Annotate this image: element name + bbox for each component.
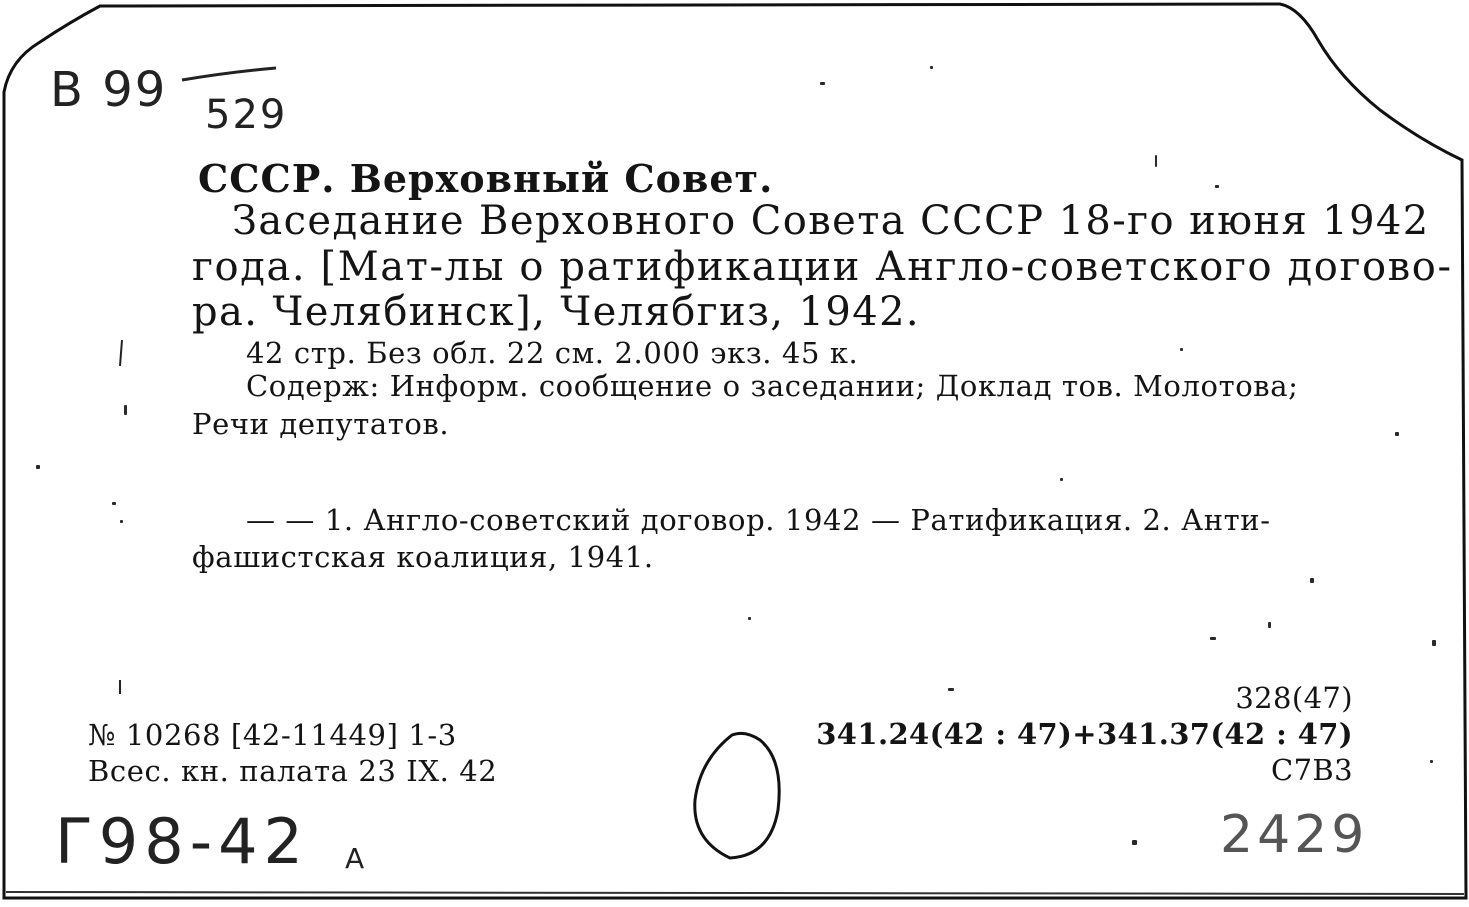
scan-speck [1215,185,1219,188]
scan-speck [1432,640,1436,646]
registration-line: № 10268 [42-11449] 1-3 [88,718,457,752]
scan-speck [1268,622,1271,628]
scan-speck [1430,760,1433,763]
registration-line: Всес. кн. палата 23 IX. 42 [88,754,498,788]
contents-line: Речи депутатов. [192,407,450,441]
classification-line: С7В3 [1270,753,1353,787]
inventory-handwritten: Г98-42 [55,805,309,878]
title-line: года. [Мат-лы о ратификации Англо-советского догово- [192,244,1453,290]
collation-line: 42 стр. Без обл. 22 см. 2.000 экз. 45 к. [246,336,859,370]
classification-line: 328(47) [1235,681,1353,715]
scan-speck [1155,155,1157,167]
subject-line: фашистская коалиция, 1941. [192,540,654,574]
scan-speck [1132,840,1137,845]
scan-speck [36,465,40,469]
contents-line: Содерж: Информ. сообщение о заседании; Доклад тов. Молотова; [246,369,1299,403]
scan-speck [748,617,751,620]
title-line: Заседание Верховного Совета СССР 18-го июня 1942 [232,198,1430,244]
shelf-mark-handwritten: B 99 [50,62,168,118]
scan-speck [112,502,116,505]
classification-line: 341.24(42 : 47)+341.37(42 : 47) [816,717,1353,751]
scan-speck [124,405,127,415]
scan-speck [948,688,954,691]
scan-speck [1180,348,1183,351]
shelf-number-handwritten: 529 [205,92,288,138]
inventory-suffix-handwritten: A [345,842,367,875]
classification-block [816,680,1353,788]
scan-speck [1060,478,1063,481]
bottom-right-handwritten: 2429 [1220,805,1369,865]
scan-speck [930,66,933,69]
scan-speck [120,520,123,523]
scan-speck [820,82,825,85]
scan-speck [1395,432,1399,436]
subject-line: — — 1. Англо-советский договор. 1942 — Ратификация. 2. Анти- [246,503,1271,537]
card-heading: СССР. Верховный Совет. [198,156,774,201]
scan-speck [1310,578,1314,583]
scan-speck [1210,637,1216,640]
title-line: ра. Челябинск], Челябгиз, 1942. [192,289,921,335]
